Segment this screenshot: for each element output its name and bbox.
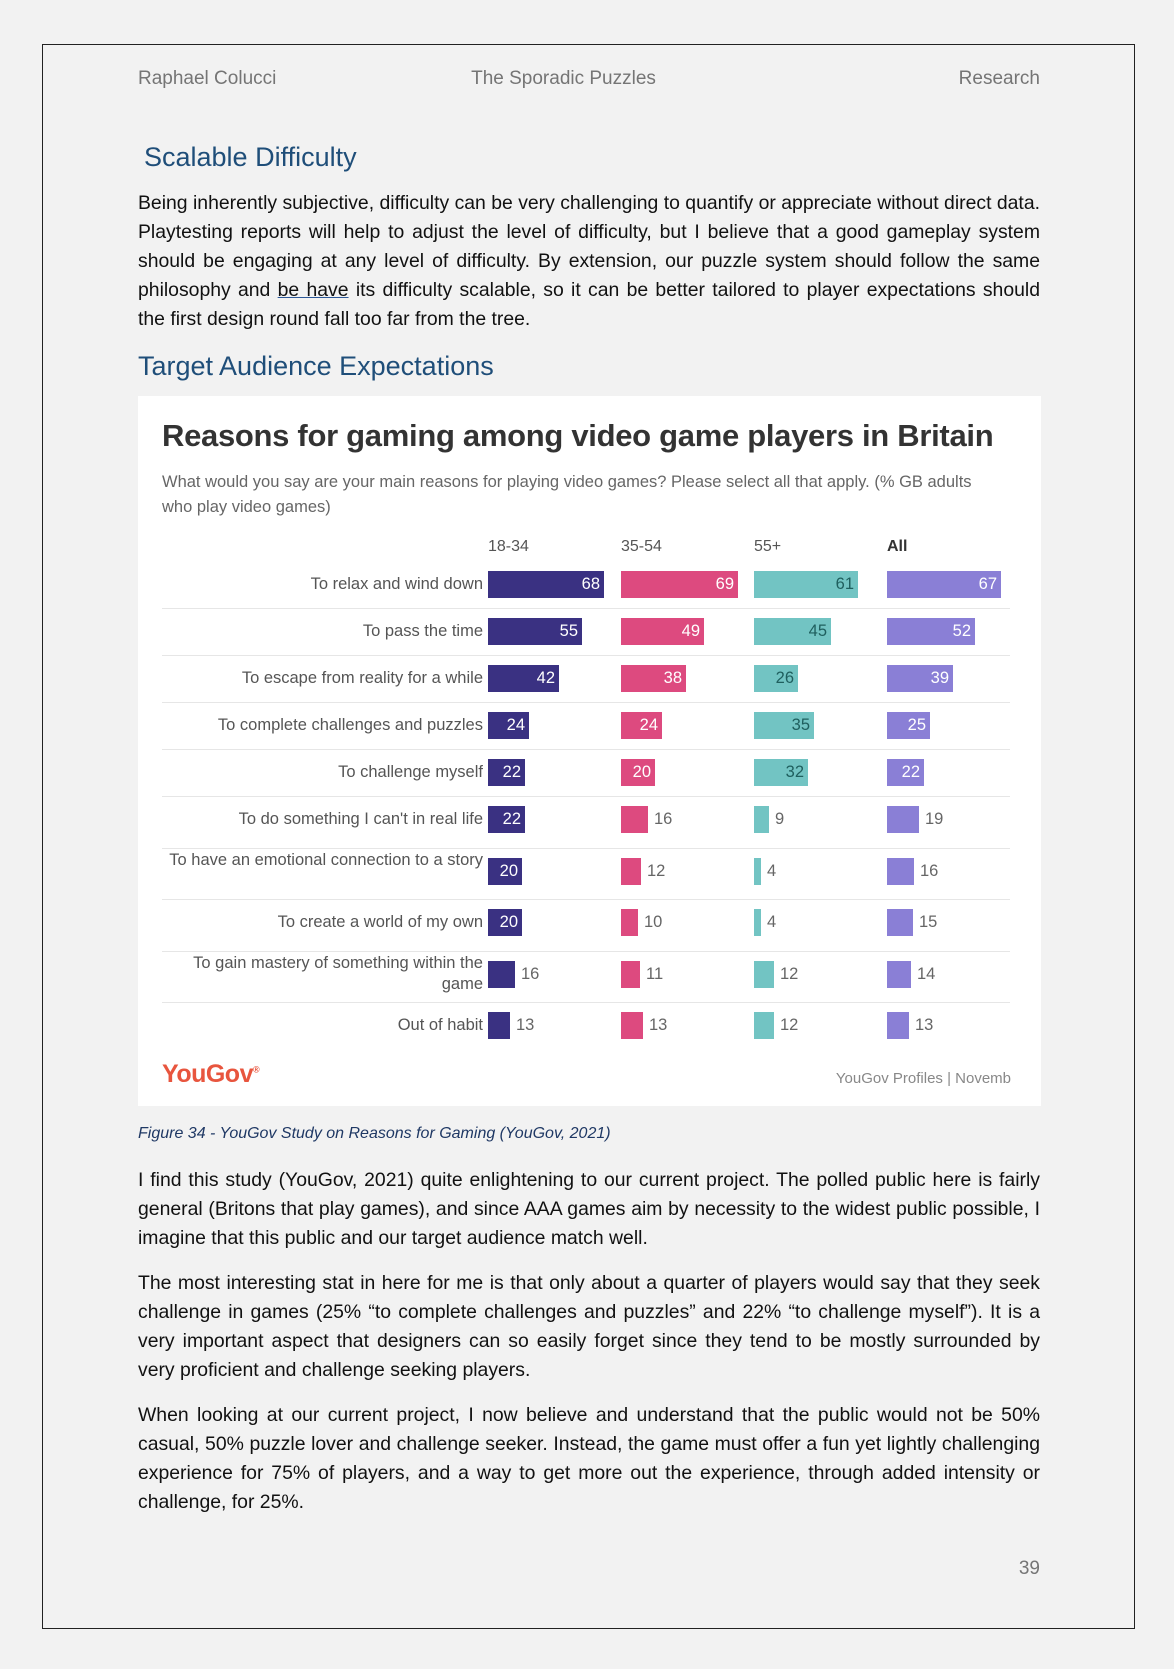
data-label: 12 <box>780 965 799 983</box>
data-label: 9 <box>775 810 785 828</box>
row-divider <box>162 749 1010 750</box>
row-label: To complete challenges and puzzles <box>217 715 483 734</box>
data-label: 16 <box>920 862 939 880</box>
data-label: 13 <box>516 1016 535 1034</box>
data-label: 19 <box>925 810 944 828</box>
paragraph-study: I find this study (YouGov, 2021) quite enlightening to our current project. The polled public here is fairly general (Britons that play games), and since AAA games aim by necessity to the widest public possible, I imagine that this public and our target audience match well. <box>138 1169 1040 1249</box>
paragraph-scalable-difficulty <box>138 189 1040 334</box>
bar <box>621 961 640 988</box>
data-label: 20 <box>499 913 518 931</box>
data-label: 13 <box>649 1016 668 1034</box>
row-label: To create a world of my own <box>277 912 483 931</box>
data-label: 42 <box>536 669 555 687</box>
bar <box>621 909 638 936</box>
column-header: 18-34 <box>488 538 529 555</box>
data-label: 55 <box>559 622 578 640</box>
page-number: 39 <box>1018 1558 1040 1579</box>
row-label: To escape from reality for a while <box>241 668 483 687</box>
row-label: To have an emotional connection to a story <box>169 851 483 869</box>
data-label: 32 <box>785 763 804 781</box>
page-header <box>138 68 1040 90</box>
bar <box>488 1012 510 1039</box>
column-header: 35-54 <box>621 538 662 555</box>
bar <box>887 858 914 885</box>
bar <box>887 909 913 936</box>
paragraph-challenge-stat: The most interesting stat in here for me is that only about a quarter of players would say that they seek challenge in games (25% “to complete challenges and puzzles” and 22% “to challenge myself”). It is a very important aspect that designers can so easily forget since they tend to be mostly surrounded by very proficient and challenge seeking players. <box>138 1272 1040 1381</box>
chart-source: YouGov Profiles | Novemb <box>835 1070 1011 1087</box>
data-label: 52 <box>952 622 971 640</box>
chart-title: Reasons for gaming among video game players in Britain <box>162 418 994 453</box>
row-label: To challenge myself <box>338 762 483 781</box>
data-label: 22 <box>502 763 521 781</box>
bar <box>488 961 515 988</box>
yougov-logo-text: YouGov <box>162 1060 253 1088</box>
data-label: 16 <box>654 810 673 828</box>
data-label: 22 <box>502 810 521 828</box>
data-label: 24 <box>639 716 658 734</box>
data-label: 20 <box>499 862 518 880</box>
row-divider <box>162 655 1010 656</box>
row-divider <box>162 848 1010 849</box>
data-label: 67 <box>978 575 997 593</box>
yougov-logo: YouGov® <box>162 1060 260 1088</box>
paragraph-conclusion: When looking at our current project, I now believe and understand that the public would not be 50% casual, 50% puzzle lover and challenge seeker. Instead, the game must offer a fun yet lightly challenging experience for 75% of players, and a way to get more out the experience, through added intensity or challenge, for 25%. <box>138 1404 1040 1513</box>
column-header: All <box>887 538 908 555</box>
bar <box>754 961 774 988</box>
bar <box>887 806 919 833</box>
row-divider <box>162 702 1010 703</box>
data-label: 49 <box>681 622 700 640</box>
data-label: 12 <box>647 862 666 880</box>
data-label: 25 <box>907 716 926 734</box>
paragraph-text-part-2: its difficulty scalable, so it can be better tailored to player expectations should the first design round fall too far from the tree. <box>138 279 1041 330</box>
bar <box>621 1012 643 1039</box>
chart-subtitle: What would you say are your main reasons for playing video games? Please select all that apply. (% GB adults who play video games) <box>162 473 972 516</box>
row-divider <box>162 899 1010 900</box>
data-label: 26 <box>775 669 794 687</box>
column-header: 55+ <box>754 538 782 555</box>
data-label: 61 <box>835 575 854 593</box>
row-label: To pass the time <box>362 621 483 640</box>
data-label: 12 <box>780 1016 799 1034</box>
row-label: To relax and wind down <box>310 574 483 593</box>
data-label: 16 <box>521 965 540 983</box>
data-label: 69 <box>715 575 734 593</box>
data-label: 4 <box>767 913 777 931</box>
header-section: Research <box>958 68 1040 89</box>
heading-target-audience: Target Audience Expectations <box>138 351 494 381</box>
bar <box>887 961 911 988</box>
data-label: 38 <box>663 669 682 687</box>
row-divider <box>162 608 1010 609</box>
bar <box>754 858 761 885</box>
data-label: 11 <box>646 965 664 983</box>
bar <box>754 909 761 936</box>
data-label: 14 <box>917 965 936 983</box>
bar <box>754 1012 774 1039</box>
heading-scalable-difficulty: Scalable Difficulty <box>144 142 357 172</box>
header-project: The Sporadic Puzzles <box>471 68 656 89</box>
yougov-chart <box>138 396 1041 1106</box>
figure-caption: Figure 34 - YouGov Study on Reasons for Gaming (YouGov, 2021) <box>138 1125 611 1142</box>
bar <box>621 858 641 885</box>
data-label: 4 <box>767 862 777 880</box>
row-label: Out of habit <box>397 1015 483 1034</box>
bar <box>621 806 648 833</box>
data-label: 68 <box>581 575 600 593</box>
row-divider <box>162 951 1010 952</box>
bar <box>754 806 769 833</box>
row-divider <box>162 796 1010 797</box>
underlined-phrase: be have <box>277 279 349 301</box>
data-label: 39 <box>930 669 949 687</box>
data-label: 22 <box>901 763 920 781</box>
row-label: To gain mastery of something within the game <box>193 954 483 993</box>
data-label: 15 <box>919 913 938 931</box>
data-label: 45 <box>808 622 827 640</box>
row-divider <box>162 1002 1010 1003</box>
data-label: 35 <box>791 716 810 734</box>
data-label: 20 <box>632 763 651 781</box>
paragraph-text-part-1: Being inherently subjective, difficulty can be very challenging to quantify or appreciate without direct data. Playtesting reports will help to adjust the level of difficulty, but I believe that a good gameplay system should be engaging at any level of difficulty. By extension, our puzzle system should follow the same philosophy and <box>138 192 1040 301</box>
data-label: 10 <box>644 913 663 931</box>
header-author: Raphael Colucci <box>138 68 277 89</box>
data-label: 24 <box>506 716 525 734</box>
data-label: 13 <box>915 1016 934 1034</box>
bar <box>887 1012 909 1039</box>
row-label: To do something I can't in real life <box>238 809 483 828</box>
